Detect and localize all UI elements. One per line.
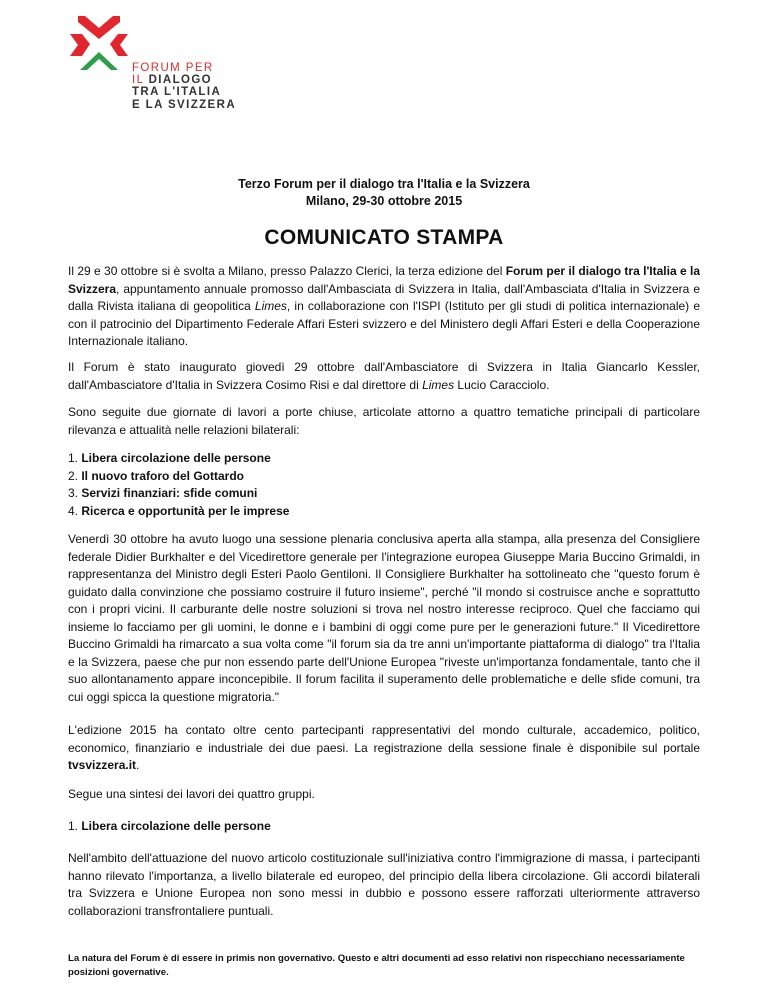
p5-text-c: . <box>136 758 140 772</box>
logo-red-chevron-top <box>78 16 120 39</box>
topic-num: 4. <box>68 503 82 518</box>
topic-num: 3. <box>68 486 82 500</box>
topic-label: Libera circolazione delle persone <box>81 451 271 465</box>
list-item <box>68 503 700 521</box>
topic-num: 2. <box>68 468 82 483</box>
list-item <box>68 485 700 503</box>
p5-text-a: L'edizione 2015 ha contato oltre cento partecipanti rappresentativi del mondo culturale, accademico, politico, economico, finanziario e industriale dei due paesi. La registrazione della sessione finale è disponibile sul portale <box>68 723 700 755</box>
p2-limes: Limes <box>422 377 455 392</box>
forum-logo-mark-icon <box>68 12 130 74</box>
topic-label: Servizi finanziari: sfide comuni <box>81 486 258 500</box>
p3-text: Sono seguite due giornate di lavori a porte chiuse, articolate attorno a quattro tematiche principali di particolare rilevanza e attualità nelle relazioni bilaterali: <box>68 405 700 437</box>
event-place-date: Milano, 29-30 ottobre 2015 <box>305 194 463 208</box>
p6-text: Segue una sintesi dei lavori dei quattro gruppi. <box>68 787 315 801</box>
section1-num: 1. <box>68 819 82 833</box>
paragraph-participants <box>68 722 700 775</box>
logo-red-block-right <box>110 34 128 56</box>
section-heading-1 <box>68 818 700 836</box>
paragraph-plenary <box>68 531 700 706</box>
paragraph-intro <box>68 263 700 351</box>
p7-text: Nell'ambito dell'attuazione del nuovo articolo costituzionale sull'iniziativa contro l'immigrazione di massa, i partecipanti hanno rilevato l'importanza, a livello bilaterale ed europeo, del principio della libera circolazione. Gli accordi bilaterali tra Svizzera e Unione Europea non sono messi in dubbio e possono essere rafforzati ulteriormente attraverso collaborazioni transfrontaliere puntuali. <box>68 851 700 918</box>
logo-line-2b: DIALOGO <box>148 74 213 87</box>
p2-text-c: Lucio Caracciolo. <box>454 377 550 392</box>
logo-line-4: E LA SVIZZERA <box>132 98 237 111</box>
p1-text-a: Il 29 e 30 ottobre si è svolta a Milano, presso Palazzo Clerici, la terza edizione del <box>68 264 506 278</box>
event-title: Terzo Forum per il dialogo tra l'Italia e la Svizzera <box>238 177 530 191</box>
section1-label: Libera circolazione delle persone <box>81 819 271 833</box>
forum-logo <box>68 12 248 122</box>
p2-text-a: Il Forum è stato inaugurato giovedì 29 ottobre dall'Ambasciatore di Svizzera in Italia Giancarlo Kessler, dall'Ambasciatore d'Italia in Svizzera Cosimo Risi e dal direttore di <box>68 360 700 392</box>
topic-list <box>68 450 700 520</box>
list-item <box>68 468 700 486</box>
p1-text-e: , in collaborazione con l'ISPI (Istituto per gli studi di politica internazionale) e con il patrocinio del Dipartimento Federale Affari Esteri svizzero e del Ministero degli Affari Esteri e della Cooperazione Internazionale italiano. <box>68 299 700 348</box>
p1-limes: Limes <box>254 299 287 313</box>
logo-line-3: TRA L'ITALIA <box>132 86 222 99</box>
list-item <box>68 450 700 468</box>
p1-forum-name: Forum per il dialogo tra l'Italia e la Svizzera <box>68 264 701 296</box>
footer-disclaimer: La natura del Forum è di essere in primis non governativo. Questo e altri documenti ad esso relativi non rispecchiano necessariamente posizioni governative. <box>68 953 685 978</box>
logo-wordmark <box>132 62 236 111</box>
logo-line-1: FORUM PER <box>132 62 214 74</box>
paragraph-inauguration <box>68 359 700 394</box>
topic-label: Ricerca e opportunità per le imprese <box>81 503 290 518</box>
paragraph-summary-intro <box>68 786 700 804</box>
p4-text: Venerdì 30 ottobre ha avuto luogo una sessione plenaria conclusiva aperta alla stampa, alla presenza del Consigliere federale Didier Burkhalter e del Vicedirettore generale per l'integrazione europea Giuseppe Maria Buccino Grimaldi, in rappresentanza del Ministro degli Esteri Paolo Gentiloni. Il Consigliere Burkhalter ha sottolineato che "questo forum è guidato dalla convinzione che possiamo costruire il futuro insieme", perché "il mondo si costruisce anche e soprattutto con i propri vicini. Il carburante delle nostre soluzioni si trova nel nostro interesse reciproco. Quel che facciamo qui insieme lo facciamo per gli uomini, le donne e i bambini di oggi come pure per le generazioni future." Il Vicedirettore Buccino Grimaldi ha rimarcato a sua volta come "il forum sia da tre anni un'importante piattaforma di dialogo" tra l'Italia e la Svizzera, paese che pur non essendo parte dell'Unione Europea "riveste un'importanza fondamentale, tanto che il suo allontanamento appare inconcepibile. Il forum facilita il superamento delle problematiche e delle sfide comuni, tra cui oggi spicca la questione migratoria." <box>68 532 700 704</box>
page-title: COMUNICATO STAMPA <box>264 226 504 249</box>
paragraph-sessions <box>68 404 700 439</box>
logo-green-chevron <box>80 52 118 70</box>
topic-num: 1. <box>68 451 82 465</box>
p5-portal-link: tvsvizzera.it <box>68 758 137 772</box>
p1-text-c: , appuntamento annuale promosso dall'Ambasciata di Svizzera in Italia, dall'Ambasciata d'Italia in Svizzera e dalla Rivista italiana di geopolitica <box>68 281 700 313</box>
logo-red-block-left <box>70 34 90 56</box>
paragraph-free-movement <box>68 850 700 920</box>
topic-label: Il nuovo traforo del Gottardo <box>81 468 245 483</box>
logo-line-2a: IL <box>132 74 149 87</box>
